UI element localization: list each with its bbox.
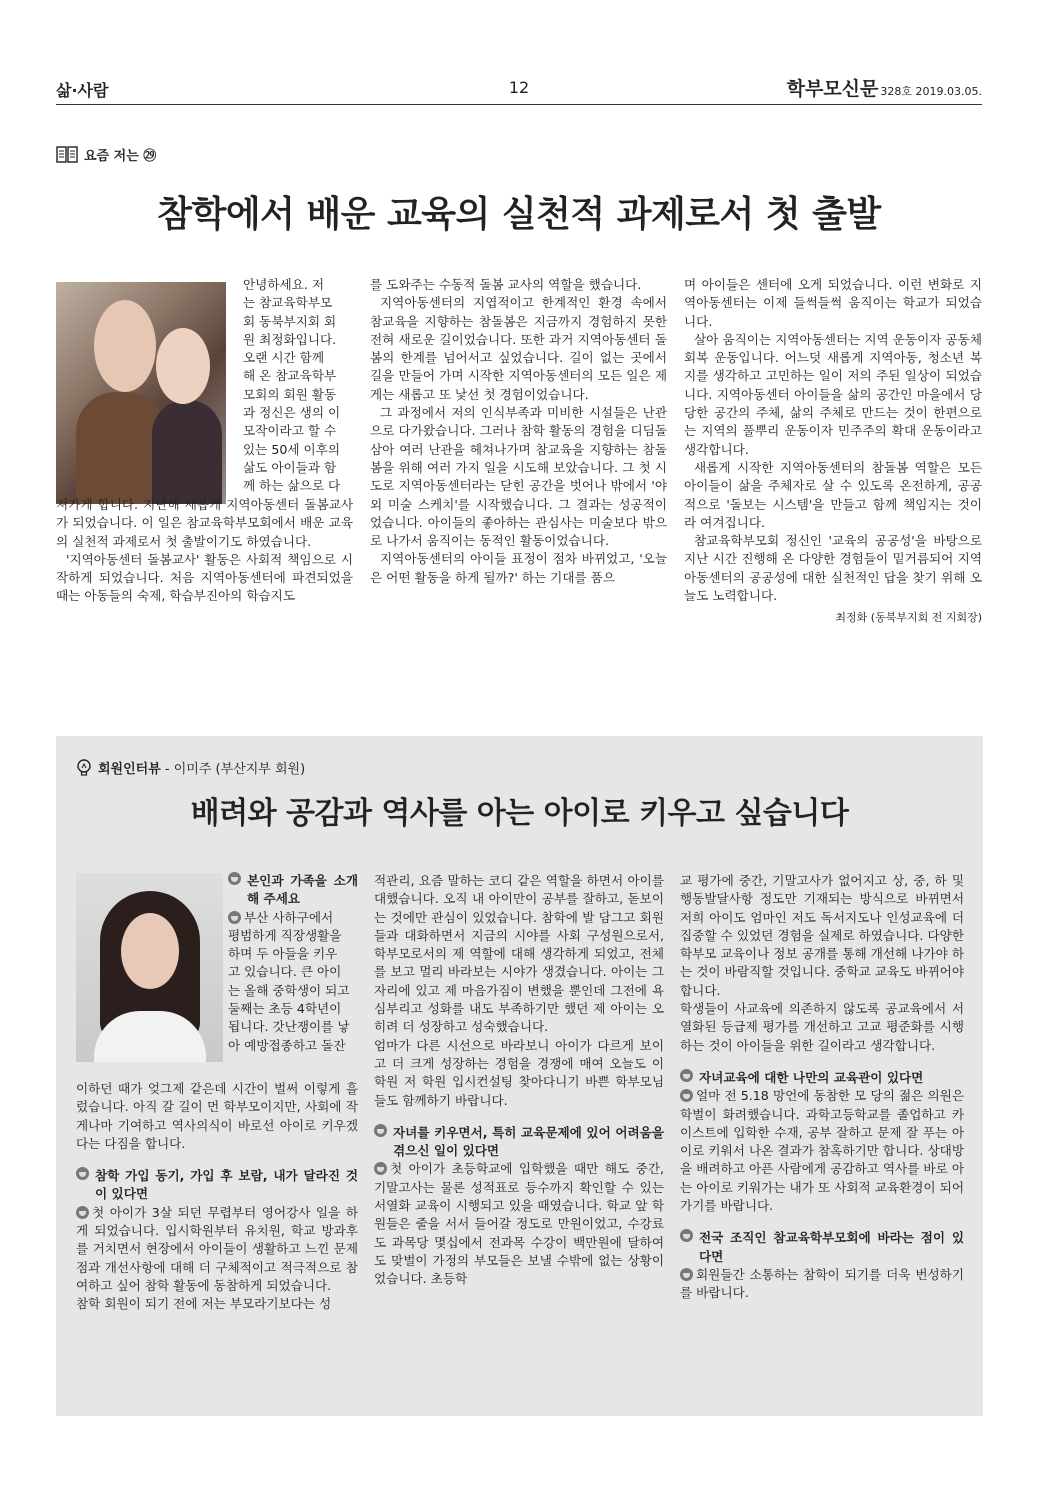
narrow-line: 모회의 회원 활동 <box>243 386 337 402</box>
paragraph: 져가게 합니다. 지난해 새롭게 지역아동센터 돌봄교사가 되었습니다. 이 일은 참교육학부모회에서 배운 교육의 실천적 과제로서 첫 출발이기도 하였습니다. <box>56 497 353 549</box>
question-text: 자녀교육에 대한 나만의 교육관이 있다면 <box>699 1069 924 1085</box>
newspaper-name: 학부모신문 <box>786 78 879 100</box>
narrow-line: 있는 50세 이후의 <box>243 441 341 457</box>
face-icon <box>680 1089 693 1102</box>
paragraph: 살아 움직이는 지역아동센터는 지역 운동이자 공동체 회복 운동입니다. 어느덧 새롭게 지역아동, 청소년 복지를 생각하고 고민하는 일이 저의 주된 일상이 되었습니다. 지역아동센터 아이들을 삶의 공간인 마을에서 당당한 공간의 주체, 삶의 주체로 만드는 것이 한편으로는 지역의 풀뿌리 운동이자 민주주의 확대 운동이라고 생각합니다. <box>684 331 982 457</box>
answer-text: 첫 아이가 3살 되던 무렵부터 영어강사 일을 하게 되었습니다. 입시학원부터 유치원, 학교 방과후를 거치면서 현장에서 아이들이 생활하고 느낀 문제점과 개선사항에 대해 더 구체적이고 적극적으로 참여하고 싶어 참학 활동에 동참하게 되었습니다. <box>76 1204 358 1293</box>
answer-text: 부산 사하구에서 <box>244 909 334 925</box>
paragraph: '지역아동센터 돌봄교사' 활동은 사회적 책임으로 시작하게 되었습니다. 처음 지역아동센터에 파견되었을 때는 아동들의 숙제, 학습부진아의 학습지도 <box>56 551 353 604</box>
interview-label-person: - 이미주 (부산지부 회원) <box>160 762 306 777</box>
newspaper-masthead <box>787 74 982 101</box>
narrow-line: 해 온 참교육학부 <box>243 368 337 384</box>
paragraph: 참교육학부모회 정신인 '교육의 공공성'을 바탕으로 지난 시간 진행해 온 다양한 경험들이 밑거름되어 지역아동센터의 공공성에 대한 실천적인 답을 찾기 위해 오늘도 노력합니다. <box>684 533 982 604</box>
answer <box>374 1160 664 1288</box>
answer <box>680 1266 964 1303</box>
question <box>374 1124 664 1161</box>
paragraph: 지역아동센터의 지엽적이고 한계적인 환경 속에서 참교육을 지향하는 참돌봄은 지금까지 경험하지 못한 전혀 새로운 길이었습니다. 또한 과거 지역아동센터 돌봄의 한계를 넘어서고 싶었습니다. 길이 없는 곳에서 길을 만들어 가며 시작한 지역아동센터의 모든 일은 제게는 새롭고 또 낯선 첫 경험이었습니다. <box>370 295 667 402</box>
narrow-line: 는 참교육학부모 <box>243 295 333 311</box>
question-text: 본인과 가족을 소개해 주세요 <box>247 873 358 907</box>
article-column-1-bottom <box>56 496 353 606</box>
narrow-line: 안녕하세요. 저 <box>243 277 324 292</box>
answer <box>76 1204 358 1295</box>
answer-line: 하며 두 아들을 키우 <box>228 946 338 962</box>
author-photo <box>56 282 226 504</box>
lightbulb-icon <box>76 759 92 777</box>
issue-info: 328호 2019.03.05. <box>880 85 982 98</box>
narrow-line: 오랜 시간 함께 <box>243 350 324 366</box>
question-text: 자녀를 키우면서, 특히 교육문제에 있어 어려움을 겪으신 일이 있다면 <box>393 1124 664 1159</box>
series-title: 요즘 저는 ㉙ <box>84 149 157 164</box>
answer-text: 회원들간 소통하는 참학이 되기를 더욱 번성하기를 바랍니다. <box>680 1266 964 1301</box>
paragraph: 며 아이들은 센터에 오게 되었습니다. 이런 변화로 지역아동센터는 이제 들썩들썩 움직이는 학교가 되었습니다. <box>684 277 982 329</box>
answer-text: 얼마 전 5.18 망언에 동참한 모 당의 젊은 의원은 학벌이 화려했습니다. 과학고등학교를 졸업하고 카이스트에 입학한 수재, 공부 잘하고 문제 잘 푸는 아이로 키워서 나온 결과가 참혹하기만 합니다. 상대방을 배려하고 아픈 사람에게 공감하고 역사를 바로 아는 아이로 키워가는 내가 또 사회적 교육환경이 되어가기를 바랍니다. <box>680 1088 964 1214</box>
face-icon <box>76 1206 89 1219</box>
answer-line: 평범하게 직장생활을 <box>228 927 342 943</box>
paragraph: 그 과정에서 저의 인식부족과 미비한 시설들은 난관으로 다가왔습니다. 그러나 참학 활동의 경험을 디딤돌 삼아 여러 난관을 헤쳐나가며 참교육을 지향하는 참돌봄을 위해 여러 가지 일을 시도해 보았습니다. 그 첫 시도로 지역아동센터라는 닫힌 공간을 벗어나 밖에서 '야외 미술 스케치'를 시작했습니다. 그 결과는 성공적이었습니다. 아이들의 좋아하는 관심사는 미술보다 밖으로 나가서 움직이는 동적인 활동이었습니다. <box>370 405 667 549</box>
interviewee-photo <box>76 873 223 1062</box>
narrow-line: 회 동북부지회 회 <box>243 313 337 329</box>
question <box>680 1229 964 1266</box>
answer-text: 적관리, 요즘 말하는 코디 같은 역할을 하면서 아이를 대했습니다. 오직 내 아이만이 공부를 잘하고, 돋보이는 것에만 관심이 있었습니다. 참학에 발 담그고 회원들과 대화하면서 지금의 시야를 사회 구성원으로서, 학부모로서의 제 역할에 대해 생각하게 되었고, 전체를 보고 멀리 바라보는 시야가 생겼습니다. 아이는 그 자리에 있고 제 마음가짐이 변했을 뿐인데 그전에 욕심부리고 성화를 내도 부족하기만 했던 제 아이는 오히려 더 성장하고 성숙했습니다. <box>374 873 664 1035</box>
page-number: 12 <box>508 78 530 97</box>
face-icon <box>228 872 241 885</box>
answer-line: 고 있습니다. 큰 아이 <box>228 964 342 980</box>
answer <box>680 1087 964 1215</box>
answer-text: 교 평가에 중간, 기말고사가 없어지고 상, 중, 하 및 행동발달사항 정도만 기재되는 방식으로 바뀌면서 저희 아이도 엄마인 저도 독서지도나 인성교육에 더 집중할 수 있었던 경험을 실제로 하였습니다. 다양한 학부모 교육이나 정보 공개를 통해 개선해 나가야 하는 것이 바람직할 것입니다. 중학교 교육도 바뀌어야 합니다. <box>680 873 964 998</box>
article-column-2 <box>370 276 667 587</box>
narrow-line: 삶도 아이들과 함 <box>243 459 337 475</box>
face-icon <box>374 1124 387 1137</box>
interview-column-2 <box>374 872 664 1289</box>
question <box>228 872 358 909</box>
question-text: 참학 가입 동기, 가입 후 보람, 내가 달라진 것이 있다면 <box>95 1168 358 1202</box>
face-icon <box>374 1162 387 1175</box>
paragraph: 지역아동센터의 아이들 표정이 점차 바뀌었고, '오늘은 어떤 활동을 하게 될까?' 하는 기대를 품으 <box>370 551 667 585</box>
interview-label-title: 회원인터뷰 <box>98 762 161 777</box>
interview-column-3 <box>680 872 964 1303</box>
question <box>680 1069 964 1087</box>
narrow-line: 과 정신은 생의 이 <box>243 405 341 421</box>
answer-line <box>228 909 358 927</box>
question <box>76 1167 358 1204</box>
article-column-1-top <box>243 276 353 496</box>
narrow-line: 원 최정화입니다. <box>243 331 337 347</box>
article-column-3 <box>684 276 982 628</box>
face-icon <box>680 1268 693 1281</box>
page-header <box>56 74 982 105</box>
answer-text: 첫 아이가 초등학교에 입학했을 때만 해도 중간, 기말고사는 물론 성적표로 등수까지 확인할 수 있는 서열화 교육이 시행되고 있을 때였습니다. 학교 앞 학원들은 줄을 서서 들어갈 정도로 만원이었고, 수강료도 과목당 몇십에서 전과목 수강이 백만원에 달하여도 맞벌이 가정의 부모들은 보낼 수밖에 없는 상황이었습니다. 초등학 <box>374 1161 664 1287</box>
answer-text: 이하던 때가 엊그제 같은데 시간이 벌써 이렇게 흘렀습니다. 아직 갈 길이 먼 학부모이지만, 사회에 작게나마 기여하고 역사의식이 바로선 아이로 키우겠다는 다짐을 합니다. <box>76 1081 358 1151</box>
interview-headline: 배려와 공감과 역사를 아는 아이로 키우고 싶습니다 <box>190 796 849 831</box>
answer-text: 엄마가 다른 시선으로 바라보니 아이가 다르게 보이고 더 크게 성장하는 경험을 경쟁에 매여 오늘도 이 학원 저 학원 입시컨설팅 찾아다니기 바쁜 학부모님들도 함께하기 바랍니다. <box>374 1037 664 1108</box>
question-text: 전국 조직인 참교육학부모회에 바라는 점이 있다면 <box>699 1230 964 1264</box>
notebook-icon <box>56 146 78 163</box>
answer-line: 둘째는 초등 4학년이 <box>228 1001 342 1017</box>
interview-column-1-bottom <box>76 1080 358 1314</box>
paragraph: 새롭게 시작한 지역아동센터의 참돌봄 역할은 모든 아이들이 삶을 주체자로 살 수 있도록 온전하게, 공공적으로 '돌보는 시스템'을 만들고 함께 책임지는 것이라 여겨집니다. <box>684 459 982 530</box>
interview-label <box>76 758 305 777</box>
face-icon <box>228 911 241 924</box>
section-name: 삶·사람 <box>56 81 109 100</box>
narrow-line: 모작이라고 할 수 <box>243 423 337 439</box>
answer-line: 됩니다. 갓난쟁이를 낳 <box>228 1019 350 1035</box>
face-icon <box>680 1069 693 1082</box>
answer-line: 아 예방접종하고 돌잔 <box>228 1037 346 1053</box>
answer-text: 학생들이 사교육에 의존하지 않도록 공교육에서 서열화된 등급제 평가를 개선하고 고교 평준화를 시행하는 것이 아이들을 위한 길이라고 생각합니다. <box>680 1001 964 1053</box>
article-headline: 참학에서 배운 교육의 실천적 과제로서 첫 출발 <box>157 194 881 235</box>
face-icon <box>680 1229 693 1242</box>
face-icon <box>76 1167 89 1180</box>
interview-column-1-top <box>228 872 358 1055</box>
narrow-line: 께 하는 삶으로 다 <box>243 478 341 494</box>
series-label <box>56 145 156 164</box>
answer-line: 는 올해 중학생이 되고 <box>228 982 350 998</box>
answer-text: 참학 회원이 되기 전에 저는 부모라기보다는 성 <box>76 1296 332 1312</box>
paragraph: 를 도와주는 수동적 돌봄 교사의 역할을 했습니다. <box>370 277 642 292</box>
author-signature: 최정화 (동북부지회 전 지회장) <box>835 611 982 625</box>
